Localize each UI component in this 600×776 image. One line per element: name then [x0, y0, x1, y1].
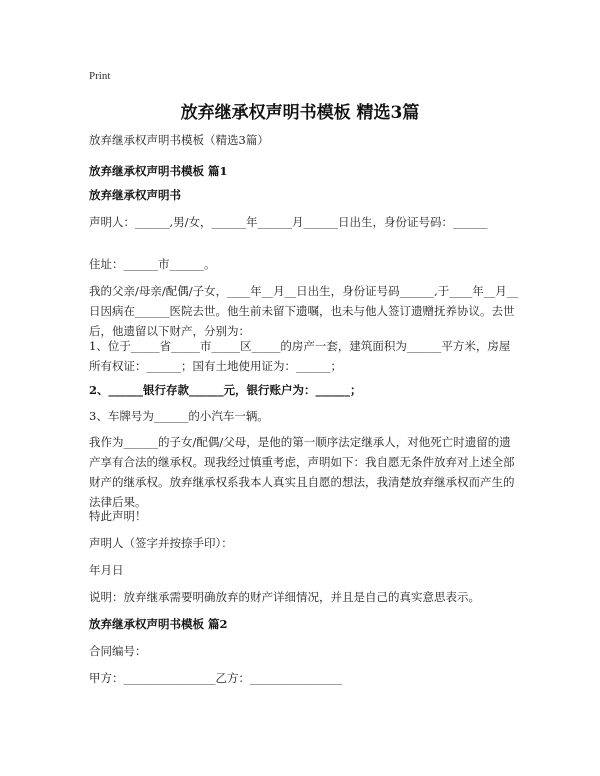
parties-line: 甲方：________________乙方：________________: [89, 671, 342, 685]
section1-heading: 放弃继承权声明书模板 篇1: [89, 164, 228, 178]
date-line: 年月日: [89, 563, 124, 577]
property-item-2: 2、______银行存款______元，银行账户为：______；: [89, 383, 362, 397]
address-line: 住址：______市______。: [89, 257, 216, 271]
waiver-paragraph: 我作为______的子女/配偶/父母，是他的第一顺序法定继承人，对他死亡时遗留的遗产享有合法的继承权。现我经过慎重考虑，声明如下：我自愿无条件放弃对上述全部财产的继承权。放弃继承权系我本人真实且自愿的想法，我清楚放弃继承权而产生的法律后果。: [89, 435, 515, 509]
property-item-1: 1、位于_____省_____市_____区_____的房产一套，建筑面积为______平方米，房屋所有权证：______；国有土地使用证为：______；: [89, 339, 511, 373]
page-title: 放弃继承权声明书模板 精选3篇: [180, 103, 420, 123]
special-statement: 特此声明！: [89, 509, 147, 523]
statement-paragraph: 我的父亲/母亲/配偶/子女，____年__月__日出生，身份证号码______,于____年__月__日因病在______医院去世。他生前未留下遗嘱，也未与他人签订遗赠抚养协议。去世后，他遗留以下财产，分别为：: [89, 284, 519, 338]
property-item-3: 3、车牌号为______的小汽车一辆。: [89, 409, 269, 423]
declarant-line: 声明人：______,男/女，______年______月______日出生，身份证号码：______: [89, 215, 488, 229]
section2-heading: 放弃继承权声明书模板 篇2: [89, 617, 228, 631]
contract-number: 合同编号：: [89, 644, 147, 658]
note-line: 说明：放弃继承需要明确放弃的财产详细情况，并且是自己的真实意思表示。: [89, 590, 480, 604]
section1-subtitle: 放弃继承权声明书: [89, 188, 181, 202]
signature-line: 声明人（签字并按捺手印）：: [89, 536, 233, 550]
intro-text: 放弃继承权声明书模板（精选3篇）: [89, 133, 269, 147]
print-label[interactable]: Print: [89, 70, 111, 82]
